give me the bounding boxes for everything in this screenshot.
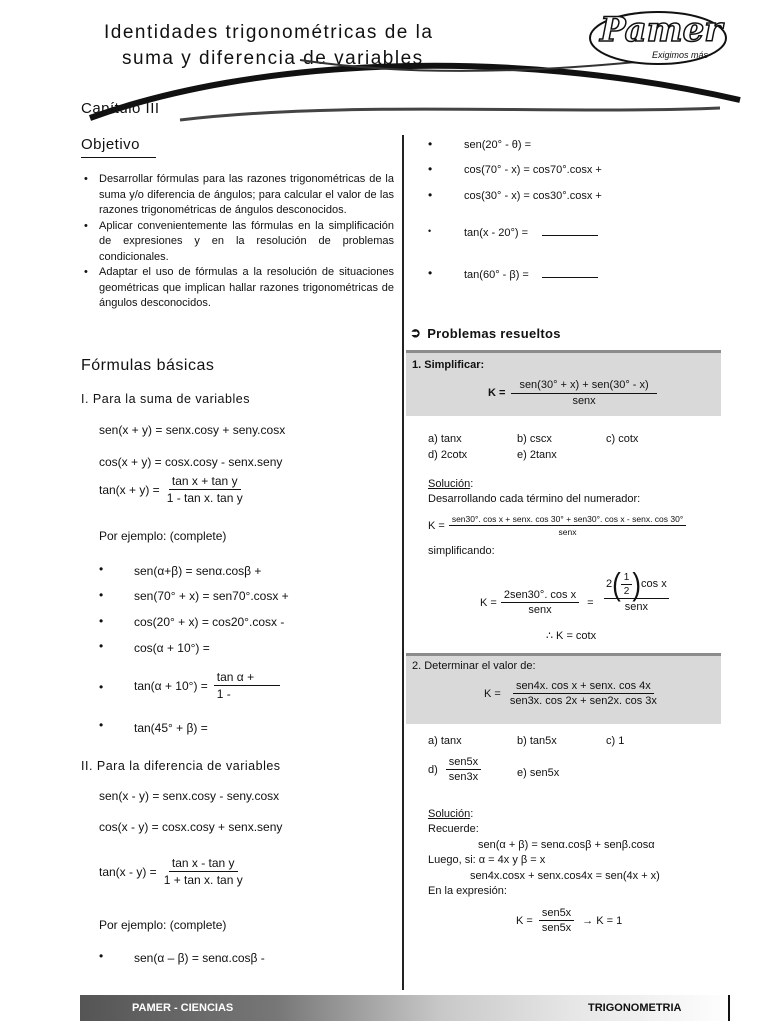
problem2-numerator: sen4x. cos x + senx. cos 4x: [513, 680, 654, 694]
solution1-formula2: [480, 589, 602, 616]
sum-formula-sen: sen(x + y) = senx.cosy + seny.cosx: [99, 423, 286, 437]
paren-right-icon: ): [632, 566, 642, 602]
option: e) 2tanx: [517, 449, 557, 461]
bullet-icon: •: [99, 680, 104, 694]
option-d: [428, 756, 481, 783]
final-denominator: sen5x: [541, 922, 572, 934]
option: a) tanx: [428, 735, 462, 747]
diff-tan-lhs: tan(x - y) =: [99, 864, 157, 879]
problem1-label: 1. Simplificar:: [412, 359, 485, 371]
diff-tan-numerator: tan x - tan y: [169, 856, 238, 872]
problem2-denominator: sen3x. cos 2x + sen2x. cos 3x: [509, 695, 657, 707]
k-label: K =: [428, 519, 445, 532]
solved-heading: Problemas resueltos: [427, 325, 561, 341]
solution1-result: ∴ K = cotx: [546, 630, 597, 642]
right-example: cos(70° - x) = cos70°.cosx +: [464, 164, 602, 176]
solution-word: Solución: [428, 808, 471, 820]
sum-formula-tan: [99, 474, 246, 505]
objective-underline: [81, 157, 156, 158]
solution2-final: [516, 907, 622, 934]
sum-tan-denominator: 1 - tan x. tan y: [166, 491, 243, 505]
option-d-label: d): [428, 763, 438, 776]
k-label: K =: [480, 596, 497, 609]
pamer-logo: [588, 8, 728, 68]
solution-text: Desarrollando cada término del numerador:: [428, 493, 641, 505]
solution-label: [428, 808, 473, 820]
objective-item: • Aplicar convenientemente las fórmulas en la simplificación de expresiones y en la resolución de problemas condicionales.: [84, 219, 394, 266]
option: c) cotx: [606, 433, 639, 445]
final-result: → K = 1: [582, 914, 623, 927]
final-numerator: sen5x: [539, 907, 574, 921]
equals-sign: =: [587, 596, 594, 609]
k2-denominator: senx: [528, 604, 552, 616]
solved-heading-row: [410, 325, 561, 341]
footer-right: TRIGONOMETRIA: [588, 1002, 682, 1014]
basic-formulas-heading: Fórmulas básicas: [81, 357, 215, 374]
sum-example: cos(α + 10°) =: [134, 641, 210, 655]
bullet-icon: •: [99, 588, 104, 602]
problem2-k: K =: [484, 687, 501, 700]
blank-line: [542, 235, 598, 236]
diff-heading: II. Para la diferencia de variables: [81, 759, 281, 773]
sum-example: cos(20° + x) = cos20°.cosx -: [134, 615, 285, 629]
k1-denominator: senx: [558, 527, 577, 537]
k1-numerator: sen30°. cos x + senx. cos 30° + sen30°. cos x - senx. cos 30°: [449, 514, 686, 526]
k3-coefficient: 2: [606, 578, 613, 590]
in-expression-text: En la expresión:: [428, 885, 507, 897]
bullet-icon: •: [428, 137, 433, 151]
option-d-denominator: sen3x: [448, 771, 479, 783]
paren-left-icon: (: [612, 566, 621, 602]
option-d-numerator: sen5x: [446, 756, 481, 770]
problem1-k: K =: [488, 387, 506, 399]
simplifying-text: simplificando:: [428, 545, 495, 557]
problem2-formula: [484, 680, 660, 707]
k3-inner-numerator: 1: [621, 572, 633, 585]
recall-text: Recuerde:: [428, 823, 479, 835]
right-example: tan(x - 20°) =: [464, 227, 529, 239]
bullet-icon: •: [428, 162, 433, 176]
option: a) tanx: [428, 433, 462, 445]
page-title-line2: suma y diferencia de variables: [122, 48, 424, 69]
example-label: Por ejemplo: (complete): [99, 529, 227, 543]
sum-example: tan(α + 10°) =: [134, 678, 208, 693]
tan-example-numerator: tan α +: [214, 670, 280, 686]
solution-word: Solución: [428, 478, 471, 490]
problem1-numerator: sen(30° + x) + sen(30° - x): [511, 379, 656, 394]
blank-line: [542, 277, 598, 278]
k2-numerator: 2sen30°. cos x: [501, 589, 579, 603]
diff-formula-tan: [99, 856, 246, 887]
right-example: tan(60° - β) =: [464, 269, 529, 281]
solution-colon: :: [470, 478, 474, 490]
sum-tan-numerator: tan x + tan y: [169, 474, 241, 490]
solution-label: [428, 478, 473, 490]
problem1-formula: [488, 379, 657, 407]
identity-formula: sen(α + β) = senα.cosβ + senβ.cosα: [478, 839, 655, 851]
bullet-icon: •: [99, 562, 104, 576]
objective-heading: Objetivo: [81, 136, 141, 153]
bullet-icon: •: [99, 949, 104, 963]
solution1-formula3: [604, 566, 669, 613]
solution1-formula1: [428, 514, 686, 537]
then-text: Luego, si: α = 4x y β = x: [428, 854, 546, 866]
k-label: K =: [516, 914, 533, 927]
footer-left: PAMER - CIENCIAS: [132, 1002, 234, 1014]
right-example: sen(20° - θ) =: [464, 139, 532, 151]
option: d) 2cotx: [428, 449, 468, 461]
k3-cos: cos x: [641, 578, 667, 590]
column-divider: [402, 135, 404, 990]
arrow-icon: ➲: [410, 325, 422, 340]
objective-list: [84, 172, 394, 312]
logo-tagline: Exigimos más: [652, 50, 709, 60]
sum-example: tan(45° + β) =: [134, 721, 208, 735]
bullet-icon: •: [428, 226, 432, 236]
bullet-icon: •: [99, 614, 104, 628]
option: c) 1: [606, 735, 625, 747]
solution-colon: :: [470, 808, 474, 820]
chapter-title: Capítulo III: [81, 100, 160, 117]
sum-example-tan: [134, 670, 280, 701]
objective-item: • Adaptar el uso de fórmulas a la resolución de situaciones geométricas que implican hallar razones trigonométricas de ángulos desconocidos.: [84, 265, 394, 312]
k3-inner-denominator: 2: [623, 585, 630, 597]
page-title-line1: Identidades trigonométricas de la: [104, 22, 434, 43]
sum-heading: I. Para la suma de variables: [81, 392, 250, 406]
tan-example-denominator: 1 -: [216, 687, 231, 701]
expand-formula: sen4x.cosx + senx.cos4x = sen(4x + x): [470, 870, 660, 882]
bullet-icon: •: [99, 718, 104, 732]
problem1-denominator: senx: [572, 395, 596, 407]
option: e) sen5x: [517, 767, 560, 779]
diff-formula-cos: cos(x - y) = cosx.cosy + senx.seny: [99, 820, 283, 834]
right-example: cos(30° - x) = cos30°.cosx +: [464, 190, 602, 202]
sum-formula-cos: cos(x + y) = cosx.cosy - senx.seny: [99, 455, 283, 469]
sum-tan-lhs: tan(x + y) =: [99, 482, 160, 497]
sum-example: sen(70° + x) = sen70°.cosx +: [134, 589, 289, 603]
option: b) tan5x: [517, 735, 557, 747]
k3-denominator: senx: [624, 601, 648, 613]
sum-example: sen(α+β) = senα.cosβ +: [134, 564, 262, 578]
logo-text: Pamer: [600, 10, 723, 50]
problem2-label: 2. Determinar el valor de:: [412, 660, 536, 672]
bullet-icon: •: [428, 266, 433, 280]
objective-item: • Desarrollar fórmulas para las razones trigonométricas de la suma y/o diferencia de ángulos; para calcular el valor de las razones trigonométricas de ángulos desconocidos.: [84, 172, 394, 219]
diff-example: sen(α – β) = senα.cosβ -: [134, 951, 265, 965]
example-label: Por ejemplo: (complete): [99, 918, 227, 932]
footer-marker: [728, 995, 730, 1021]
option: b) cscx: [517, 433, 552, 445]
bullet-icon: •: [428, 188, 433, 202]
diff-tan-denominator: 1 + tan x. tan y: [163, 873, 243, 887]
diff-formula-sen: sen(x - y) = senx.cosy - seny.cosx: [99, 789, 280, 803]
bullet-icon: •: [99, 639, 104, 653]
